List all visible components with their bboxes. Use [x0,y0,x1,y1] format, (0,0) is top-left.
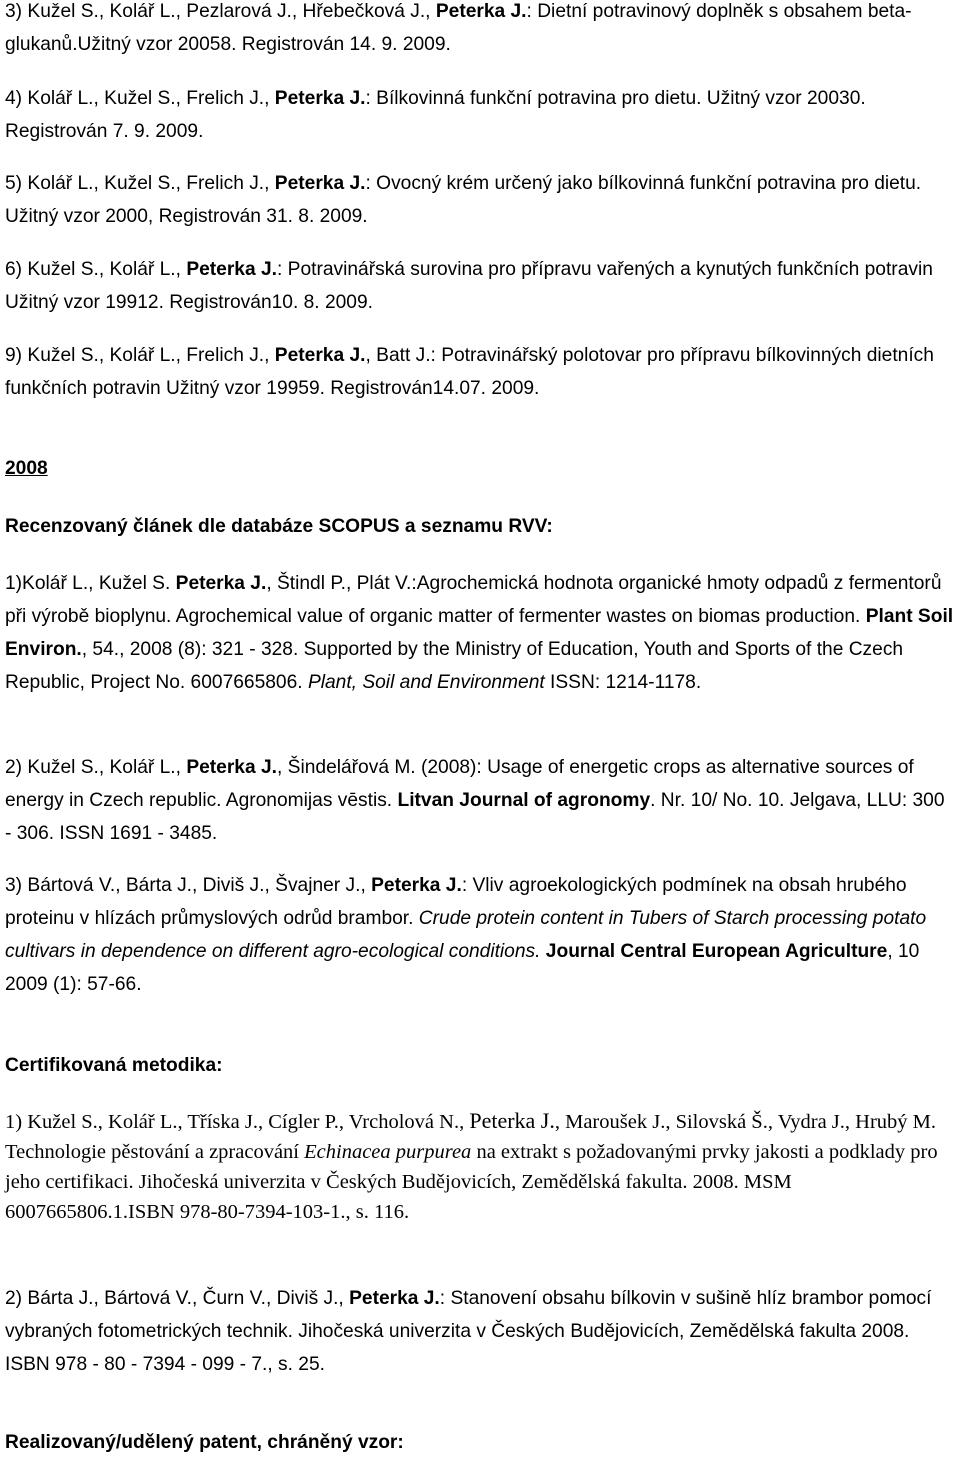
entry-utility-4: 4) Kolář L., Kužel S., Frelich J., Peterka J.: Bílkovinná funkční potravina pro dietu. Užitný vzor 20030. Registrován 7. 9. 2009. [5,88,866,142]
entry-utility-3: 3) Kužel S., Kolář L., Pezlarová J., Hřebečková J., Peterka J.: Dietní potravinový doplněk s obsahem beta-glukanů.Užitný vzor 20058. Registrován 14. 9. 2009. [5,1,912,55]
patent-heading: Realizovaný/udělený patent, chráněný vzor: [5,1432,404,1453]
entry-utility-5: 5) Kolář L., Kužel S., Frelich J., Peterka J.: Ovocný krém určený jako bílkovinná funkční potravina pro dietu. Užitný vzor 2000, Registrován 31. 8. 2009. [5,173,922,227]
entry-utility-9: 9) Kužel S., Kolář L., Frelich J., Peterka J., Batt J.: Potravinářský polotovar pro přípravu bílkovinných dietních funkčních potravin Užitný vzor 19959. Registrován14.07. 2009. [5,345,934,399]
year-heading: 2008 [5,458,48,479]
scopus-article-2: 2) Kužel S., Kolář L., Peterka J., Šindelářová M. (2008): Usage of energetic crops as alternative sources of energy in Czech republic. Agronomijas vēstis. Litvan Journal of agronomy. Nr. 10/ No. 10. Jelgava, LLU: 300 - 306. ISSN 1691 - 3485. [5,757,945,844]
metodika-heading: Certifikovaná metodika: [5,1055,223,1076]
metodika-entry-1: 1) Kužel S., Kolář L., Tříska J., Cígler P., Vrcholová N., Peterka J., Maroušek J., Silovská Š., Vydra J., Hrubý M. Technologie pěstování a zpracování Echinacea purpurea na extrakt s požadovanými prvky jakosti a podklady pro jeho certifikaci. Jihočeská univerzita v Českých Budějovicích, Zemědělská fakulta. 2008. MSM 6007665806.1.ISBN 978-80-7394-103-1., s. 116. [5,1108,938,1223]
entry-utility-6: 6) Kužel S., Kolář L., Peterka J.: Potravinářská surovina pro přípravu vařených a kynutých funkčních potravin Užitný vzor 19912. Registrován10. 8. 2009. [5,259,933,313]
scopus-article-1: 1)Kolář L., Kužel S. Peterka J., Štindl P., Plát V.:Agrochemická hodnota organické hmoty odpadů z fermentorů při výrobě bioplynu. Agrochemical value of organic matter of fermenter wastes on biomas production. Plant Soil Environ., 54., 2008 (8): 321 - 328. Supported by the Ministry of Education, Youth and Sports of the Czech Republic, Project No. 6007665806. Plant, Soil and Environment ISSN: 1214-1178. [5,573,954,693]
scopus-heading: Recenzovaný článek dle databáze SCOPUS a seznamu RVV: [5,516,553,537]
scopus-article-3: 3) Bártová V., Bárta J., Diviš J., Švajner J., Peterka J.: Vliv agroekologických podmínek na obsah hrubého proteinu v hlízách průmyslových odrůd brambor. Crude protein content in Tubers of Starch processing potato cultivars in dependence on different agro-ecological conditions. Journal Central European Agriculture, 10 2009 (1): 57-66. [5,875,927,995]
metodika-entry-2: 2) Bárta J., Bártová V., Čurn V., Diviš J., Peterka J.: Stanovení obsahu bílkovin v sušině hlíz brambor pomocí vybraných fotometrických technik. Jihočeská univerzita v Českých Budějovicích, Zemědělská fakulta 2008. ISBN 978 - 80 - 7394 - 099 - 7., s. 25. [5,1288,932,1375]
